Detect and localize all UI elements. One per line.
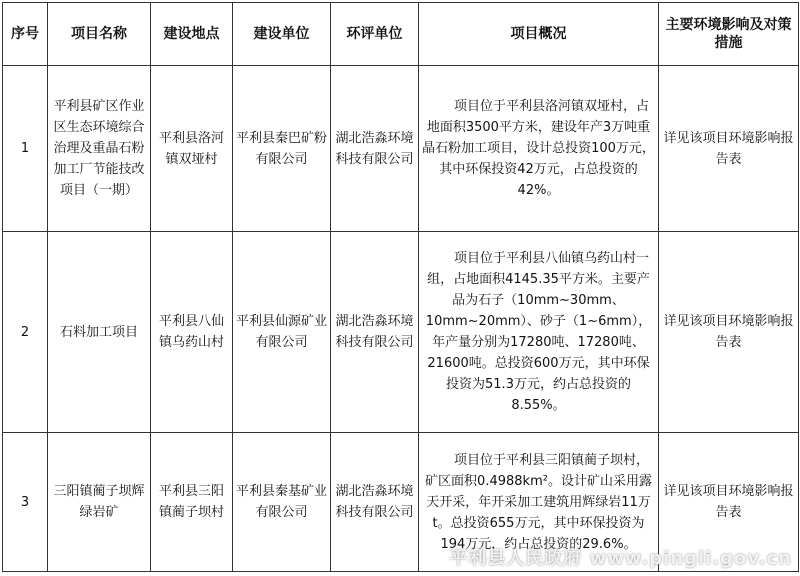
- header-measures: 主要环境影响及对策措施: [659, 3, 799, 66]
- eia-unit-cell: 湖北浩淼环境科技有限公司: [331, 232, 419, 433]
- header-eia-unit: 环评单位: [331, 3, 419, 66]
- location-cell: 平利县八仙镇乌药山村: [151, 232, 233, 433]
- overview-cell: 项目位于平利县洛河镇双垭村，占地面积3500平方米，建设年产3万吨重晶石粉加工项目，设计总投资100万元，其中环保投资42万元，占总投资的42%。: [419, 66, 659, 232]
- overview-cell: 项目位于平利县八仙镇乌药山村一组，占地面积4145.35平方米。主要产品为石子（10mm~30mm、10mm~20mm）、砂子（1~6mm），年产量分别为17280吨、17280吨、21600吨。总投资600万元，其中环保投资为51.3万元，约占总投资的8.55%。: [419, 232, 659, 433]
- builder-cell: 平利县秦巴矿粉有限公司: [233, 66, 331, 232]
- eia-unit-cell: 湖北浩淼环境科技有限公司: [331, 66, 419, 232]
- project-name-cell: 三阳镇蔺子坝辉绿岩矿: [48, 433, 151, 572]
- project-name-cell: 平利县矿区作业区生态环境综合治理及重晶石粉加工厂节能技改项目（一期）: [48, 66, 151, 232]
- header-project-name: 项目名称: [48, 3, 151, 66]
- measures-cell: 详见该项目环境影响报告表: [659, 66, 799, 232]
- header-no: 序号: [3, 3, 48, 66]
- eia-unit-cell: 湖北浩淼环境科技有限公司: [331, 433, 419, 572]
- table-row: [3, 232, 799, 433]
- project-name-cell: 石料加工项目: [48, 232, 151, 433]
- row-number: 1: [3, 66, 48, 232]
- location-cell: 平利县三阳镇蔺子坝村: [151, 433, 233, 572]
- header-location: 建设地点: [151, 3, 233, 66]
- location-cell: 平利县洛河镇双垭村: [151, 66, 233, 232]
- header-overview: 项目概况: [419, 3, 659, 66]
- row-number: 3: [3, 433, 48, 572]
- site-watermark: 平利县人民政府 www.pingli.gov.cn: [449, 548, 792, 569]
- header-builder: 建设单位: [233, 3, 331, 66]
- measures-cell: 详见该项目环境影响报告表: [659, 433, 799, 572]
- table-row: [3, 66, 799, 232]
- eia-table-container: [2, 2, 799, 572]
- table-header-row: [3, 3, 799, 66]
- measures-cell: 详见该项目环境影响报告表: [659, 232, 799, 433]
- row-number: 2: [3, 232, 48, 433]
- builder-cell: 平利县仙源矿业有限公司: [233, 232, 331, 433]
- builder-cell: 平利县秦基矿业有限公司: [233, 433, 331, 572]
- eia-project-table: [2, 2, 799, 572]
- overview-cell: 项目位于平利县三阳镇蔺子坝村，矿区面积0.4988km²。设计矿山采用露天开采，年开采加工建筑用辉绿岩11万t。总投资655万元，其中环保投资为194万元，约占总投资的29.6%。: [419, 433, 659, 572]
